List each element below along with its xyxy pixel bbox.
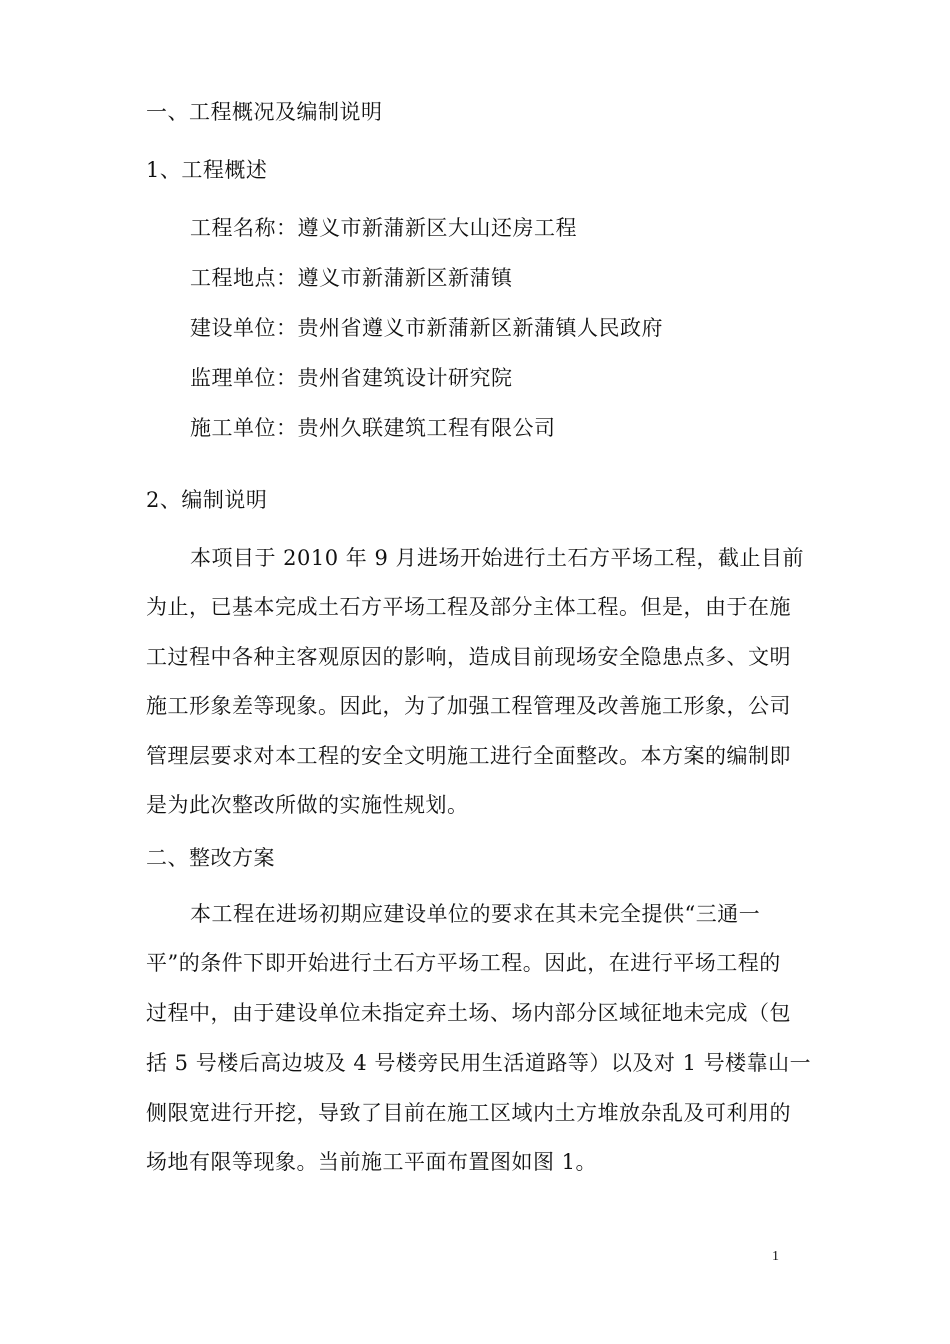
notes-line-5: 管理层要求对本工程的安全文明施工进行全面整改。本方案的编制即 (146, 744, 791, 768)
plan-line-2: 平”的条件下即开始进行土石方平场工程。因此，在进行平场工程的 (146, 951, 781, 975)
section-1-heading: 一、工程概况及编制说明 (146, 100, 383, 124)
owner-line: 建设单位：贵州省遵义市新蒲新区新蒲镇人民政府 (190, 316, 663, 340)
notes-line-6: 是为此次整改所做的实施性规划。 (146, 793, 469, 817)
notes-line-2: 为止，已基本完成土石方平场工程及部分主体工程。但是，由于在施 (146, 595, 791, 619)
supervisor-line: 监理单位：贵州省建筑设计研究院 (190, 366, 513, 390)
notes-line-3: 工过程中各种主客观原因的影响，造成目前现场安全隐患点多、文明 (146, 645, 791, 669)
plan-line-4: 括 5 号楼后高边坡及 4 号楼旁民用生活道路等）以及对 1 号楼靠山一 (146, 1051, 812, 1075)
page-number: 1 (772, 1249, 779, 1264)
plan-line-3: 过程中，由于建设单位未指定弃土场、场内部分区域征地未完成（包 (146, 1001, 791, 1025)
notes-heading: 2、编制说明 (146, 488, 268, 512)
section-2-heading: 二、整改方案 (146, 846, 275, 870)
notes-line-4: 施工形象差等现象。因此，为了加强工程管理及改善施工形象，公司 (146, 694, 791, 718)
notes-line-1: 本项目于 2010 年 9 月进场开始进行土石方平场工程，截止目前 (190, 546, 805, 570)
project-name-line: 工程名称：遵义市新蒲新区大山还房工程 (190, 216, 577, 240)
plan-line-6: 场地有限等现象。当前施工平面布置图如图 1。 (146, 1150, 598, 1174)
project-location-line: 工程地点：遵义市新蒲新区新蒲镇 (190, 266, 513, 290)
overview-heading: 1、工程概述 (146, 158, 268, 182)
plan-line-1: 本工程在进场初期应建设单位的要求在其未完全提供“三通一 (190, 902, 761, 926)
contractor-line: 施工单位：贵州久联建筑工程有限公司 (190, 416, 556, 440)
plan-line-5: 侧限宽进行开挖，导致了目前在施工区域内土方堆放杂乱及可利用的 (146, 1101, 791, 1125)
